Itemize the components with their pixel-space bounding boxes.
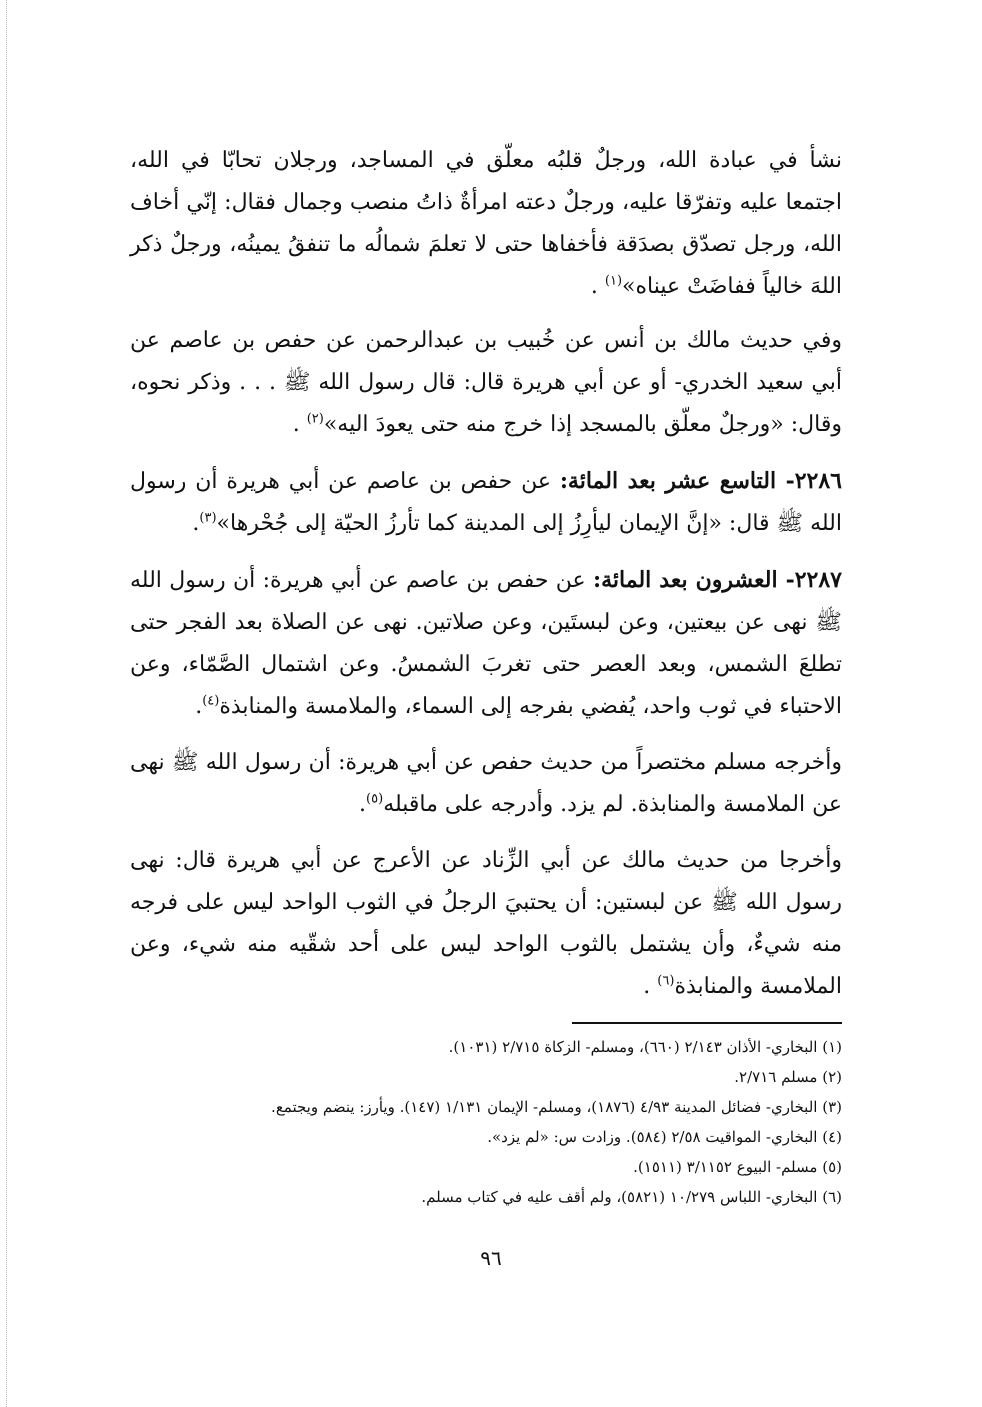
hadith-number: ٢٢٨٧- العشرون بعد المائة: [593, 567, 842, 593]
footnote-6: (٦) البخاري- اللباس ١٠/٢٧٩ (٥٨٢١)، ولم أقف عليه في كتاب مسلم. [421, 1188, 842, 1206]
footnote-1: (١) البخاري- الأذان ٢/١٤٣ (٦٦٠)، ومسلم- الزكاة ٢/٧١٥ (١٠٣١). [448, 1038, 842, 1056]
footnote-ref-2[interactable]: (٢) [306, 411, 324, 427]
paragraph-2 [130, 320, 842, 446]
paragraph-end: . [292, 412, 307, 437]
footnote-2: (٢) مسلم ٢/٧١٦. [734, 1068, 842, 1086]
paragraph-end: . [359, 792, 367, 817]
paragraph-text: نشأ في عبادة الله، ورجلٌ قلبُه معلّق في المساجد، ورجلان تحابّا في الله، اجتمعا عليه وتفرّقا عليه، ورجلٌ دعته امرأةٌ ذاتُ منصب وجمال فقال: إنّي أخاف الله، ورجل تصدّق بصدَقة فأخفاها حتى لا تعلمَ شمالُه ما تنفقُ يمينُه، ورجلٌ ذكر اللهَ خالياً ففاضَتْ عيناه» [130, 148, 842, 299]
footnote-ref-3[interactable]: (٣) [199, 510, 217, 526]
paragraph-end: . [192, 511, 200, 536]
page-content [130, 140, 842, 1212]
hadith-2286 [130, 460, 842, 545]
page-number: ٩٦ [480, 1246, 502, 1270]
hadith-number: ٢٢٨٦- التاسع عشر بعد المائة: [559, 468, 842, 494]
paragraph-text: وأخرجه مسلم مختصراً من حديث حفص عن أبي هريرة: أن رسول الله ﷺ نهى عن الملامسة والمنابذة. لم يزد. وأدرجه على ماقبله [130, 750, 842, 817]
paragraph-text: وفي حديث مالك بن أنس عن خُبيب بن عبدالرحمن عن حفص بن عاصم عن أبي سعيد الخدري- أو عن أبي هريرة قال: قال رسول الله ﷺ . . . وذكر نحوه، وقال: «ورجلٌ معلّق بالمسجد إذا خرج منه حتى يعودَ اليه» [130, 328, 842, 437]
footnote-ref-1[interactable]: (١) [604, 273, 623, 289]
body-text [130, 140, 842, 1008]
hadith-2287 [130, 559, 842, 728]
paragraph-1 [130, 140, 842, 308]
paragraph-text: عن حفص بن عاصم عن أبي هريرة أن رسول الله ﷺ قال: «إنَّ الإيمان ليأرِزُ إلى المدينة كما تأرزُ الحيّة إلى جُحْرها» [130, 469, 842, 536]
footnote-ref-5[interactable]: (٥) [366, 791, 384, 807]
footnote-4: (٤) البخاري- المواقيت ٢/٥٨ (٥٨٤). وزادت س: «لم يزد». [487, 1128, 842, 1146]
paragraph-end: . [195, 694, 203, 719]
footnote-3: (٣) البخاري- فضائل المدينة ٤/٩٣ (١٨٧٦)، ومسلم- الإيمان ١/١٣١ (١٤٧). ويأرز: ينضم ويجتمع. [271, 1098, 842, 1116]
paragraph-text: عن حفص بن عاصم عن أبي هريرة: أن رسول الله ﷺ نهى عن بيعتين، وعن لبستَين، وعن صلاتين. نهى عن الصلاة بعد الفجر حتى تطلعَ الشمس، وبعد العصر حتى تغربَ الشمسُ. وعن اشتمال الصَّمّاء، وعن الاحتباء في ثوب واحد، يُفضي بفرجه إلى السماء، والملامسة والمنابذة [130, 568, 842, 719]
footnotes-list [130, 1032, 842, 1212]
footnote-ref-4[interactable]: (٤) [202, 693, 220, 709]
footnote-5: (٥) مسلم- البيوع ٣/١١٥٢ (١٥١١). [633, 1158, 842, 1176]
scan-edge-dots [6, 0, 7, 1407]
paragraph-end: . [643, 974, 658, 999]
footnote-ref-6[interactable]: (٦) [657, 973, 675, 989]
paragraph-end: . [590, 274, 605, 299]
paragraph-text: وأخرجا من حديث مالك عن أبي الزِّناد عن الأعرج عن أبي هريرة قال: نهى رسول الله ﷺ عن لبستين: أن يحتبيَ الرجلُ في الثوب الواحد ليس على فرجه منه شيءٌ، وأن يشتمل بالثوب الواحد ليس على أحد شقّيه منه شيء، وعن الملامسة والمنابذة [130, 848, 842, 999]
paragraph-5 [130, 742, 842, 826]
footnote-divider [572, 1022, 842, 1024]
paragraph-6 [130, 840, 842, 1008]
